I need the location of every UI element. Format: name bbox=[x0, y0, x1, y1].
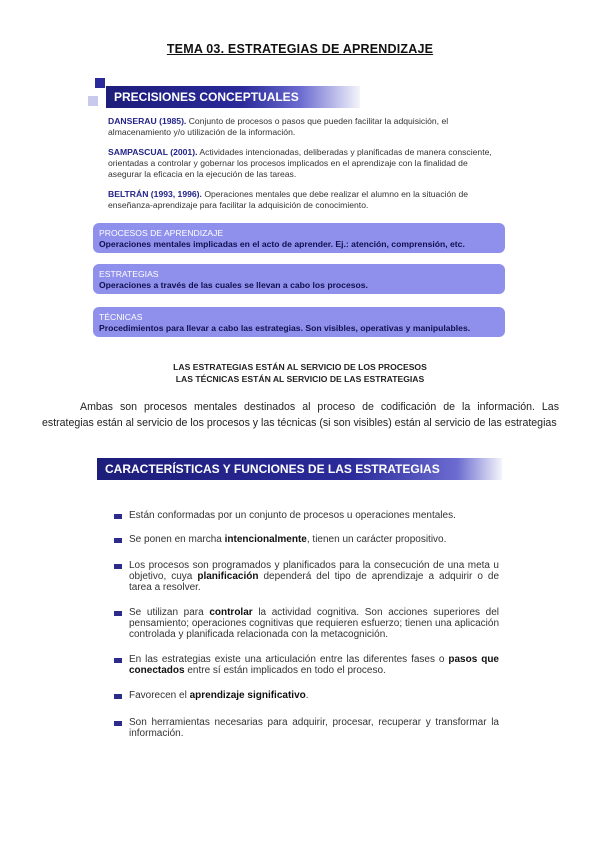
box-procesos bbox=[93, 223, 505, 253]
list-item: Favorecen el aprendizaje significativo. bbox=[129, 690, 309, 701]
banner-decoration bbox=[95, 78, 105, 88]
list-item: En las estrategias existe una articulación entre las diferentes fases o pasos que conectados entre sí están implicados en todo el proceso. bbox=[129, 654, 499, 676]
bullet-icon bbox=[114, 611, 122, 616]
box-text: Operaciones mentales implicadas en el acto de aprender. Ej.: atención, comprensión, etc. bbox=[99, 239, 465, 249]
list-item: Se ponen en marcha intencionalmente, tienen un carácter propositivo. bbox=[129, 534, 447, 545]
list-item: Son herramientas necesarias para adquirir, procesar, recuperar y transformar la información. bbox=[129, 717, 499, 739]
bullet-icon bbox=[114, 658, 122, 663]
bullet-icon bbox=[114, 721, 122, 726]
box-text: Operaciones a través de las cuales se llevan a cabo los procesos. bbox=[99, 280, 368, 290]
definition-sampascual: SAMPASCUAL (2001). Actividades intencionadas, deliberadas y planificadas de manera consciente, orientadas a controlar y gobernar los procesos implicados en el aprendizaje con la finalidad de asegurar la eficacia en la ejecución de las tareas. bbox=[108, 147, 492, 179]
box-tecnicas bbox=[93, 307, 505, 337]
banner-fade bbox=[300, 86, 360, 108]
list-item: Los procesos son programados y planificados para la consecución de una meta u objetivo, cuya planificación dependerá del tipo de aprendizaje a adquirir o de tarea a resolver. bbox=[129, 560, 500, 593]
banner-fade bbox=[457, 458, 502, 480]
section-heading-precisiones: PRECISIONES CONCEPTUALES bbox=[106, 86, 300, 108]
statement-estrategias: LAS ESTRATEGIAS ESTÁN AL SERVICIO DE LOS PROCESOS bbox=[173, 362, 427, 372]
bullet-icon bbox=[114, 514, 122, 519]
page-title: TEMA 03. ESTRATEGIAS DE APRENDIZAJE bbox=[166, 42, 434, 56]
bullet-icon bbox=[114, 538, 122, 543]
banner-decoration bbox=[88, 96, 98, 106]
box-text: Procedimientos para llevar a cabo las estrategias. Son visibles, operativas y manipulables. bbox=[99, 323, 471, 333]
box-heading: PROCESOS DE APRENDIZAJE bbox=[99, 228, 224, 238]
definition-beltran: BELTRÁN (1993, 1996). Operaciones mentales que debe realizar el alumno en la situación de enseñanza-aprendizaje para facilitar la adquisición de conocimiento. bbox=[108, 189, 469, 210]
list-item: Están conformadas por un conjunto de procesos u operaciones mentales. bbox=[129, 510, 456, 521]
definition-danserau: DANSERAU (1985). Conjunto de procesos o pasos que pueden facilitar la adquisición, el almacenamiento y/o utilización de la información. bbox=[108, 116, 449, 137]
box-heading: TÉCNICAS bbox=[99, 312, 143, 322]
bullet-icon bbox=[114, 564, 122, 569]
box-estrategias bbox=[93, 264, 505, 294]
box-heading: ESTRATEGIAS bbox=[99, 269, 159, 279]
statement-tecnicas: LAS TÉCNICAS ESTÁN AL SERVICIO DE LAS ESTRATEGIAS bbox=[175, 374, 425, 384]
bullet-icon bbox=[114, 694, 122, 699]
section-heading-caracteristicas: CARACTERÍSTICAS Y FUNCIONES DE LAS ESTRATEGIAS bbox=[97, 458, 457, 480]
body-paragraph: Ambas son procesos mentales destinados al proceso de codificación de la información. Las estrategias están al servicio de los procesos y las técnicas (si son visibles) están al servicio de las estrategias bbox=[42, 401, 559, 429]
list-item: Se utilizan para controlar la actividad cognitiva. Son acciones superiores del pensamiento; operaciones cognitivas que requieren esfuerzo; tienen una aplicación controlada y planificada relacionada con la metacognición. bbox=[129, 607, 499, 640]
